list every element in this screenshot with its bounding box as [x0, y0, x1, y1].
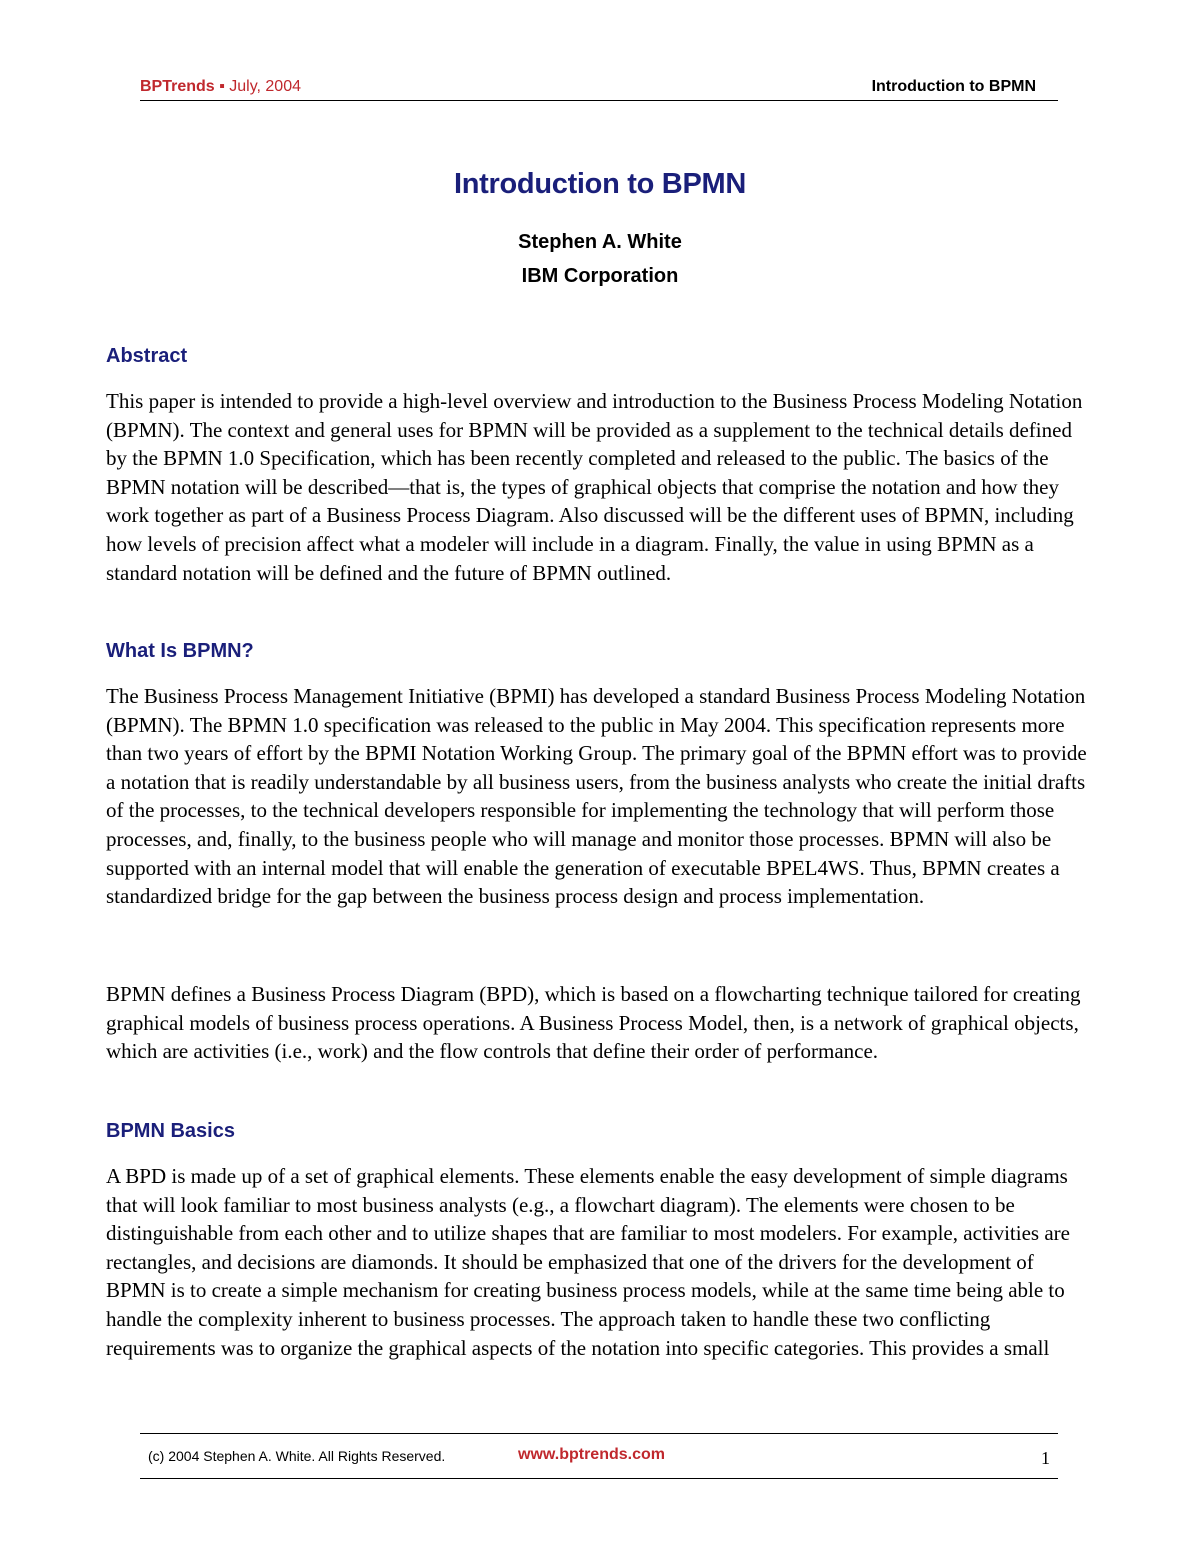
- abstract-paragraph: This paper is intended to provide a high-level overview and introduction to the Business Process Modeling Notation (BPMN). The context and general uses for BPMN will be provided as a supplement to the technical details defined by the BPMN 1.0 Specification, which has been recently completed and released to the public. The basics of the BPMN notation will be described—that is, the types of graphical objects that comprise the notation and how they work together as part of a Business Process Diagram. Also discussed will be the different uses of BPMN, including how levels of precision affect what a modeler will include in a diagram. Finally, the value in using BPMN as a standard notation will be defined and the future of BPMN outlined.: [106, 389, 1083, 585]
- section-heading-abstract: Abstract: [106, 345, 188, 367]
- section-heading-bpmn-basics: BPMN Basics: [106, 1120, 235, 1142]
- basics-paragraph: A BPD is made up of a set of graphical elements. These elements enable the easy development of simple diagrams that will look familiar to most business analysts (e.g., a flowchart diagram). The elements were chosen to be distinguishable from each other and to utilize shapes that are familiar to most modelers. For example, activities are rectangles, and decisions are diamonds. It should be emphasized that one of the drivers for the development of BPMN is to create a simple mechanism for creating business process models, while at the same time being able to handle the complexity inherent to business processes. The approach taken to handle these two conflicting requirements was to organize the graphical aspects of the notation into specific categories. This provides a small: [106, 1164, 1070, 1360]
- header-brand-date: [140, 78, 301, 96]
- header-brand: BPTrends: [140, 78, 215, 95]
- page-number: 1: [1041, 1448, 1050, 1468]
- header-running-title: Introduction to BPMN: [871, 78, 1036, 95]
- author-name: Stephen A. White: [518, 231, 682, 253]
- author-affiliation: IBM Corporation: [521, 265, 679, 287]
- footer-url-link[interactable]: www.bptrends.com: [518, 1446, 665, 1463]
- section-heading-what-is-bpmn: What Is BPMN?: [106, 640, 254, 662]
- paper-title: Introduction to BPMN: [453, 168, 746, 200]
- running-header: [140, 78, 1058, 101]
- what-is-paragraph-2: BPMN defines a Business Process Diagram (BPD), which is based on a flowcharting technique tailored for creating graphical models of business process operations. A Business Process Model, then, is a network of graphical objects, which are activities (i.e., work) and the flow controls that define their order of performance.: [106, 982, 1081, 1064]
- page-footer: [140, 1433, 1058, 1479]
- header-date: July, 2004: [229, 78, 301, 95]
- footer-copyright: (c) 2004 Stephen A. White. All Rights Reserved.: [148, 1448, 446, 1464]
- header-separator: ▪: [214, 78, 230, 95]
- what-is-paragraph-1: The Business Process Management Initiative (BPMI) has developed a standard Business Process Modeling Notation (BPMN). The BPMN 1.0 specification was released to the public in May 2004. This specification represents more than two years of effort by the BPMI Notation Working Group. The primary goal of the BPMN effort was to provide a notation that is readily understandable by all business users, from the business analysts who create the initial drafts of the processes, to the technical developers responsible for implementing the technology that will perform those processes, and, finally, to the business people who will manage and monitor those processes. BPMN will also be supported with an internal model that will enable the generation of executable BPEL4WS. Thus, BPMN creates a standardized bridge for the gap between the business process design and process implementation.: [106, 684, 1087, 909]
